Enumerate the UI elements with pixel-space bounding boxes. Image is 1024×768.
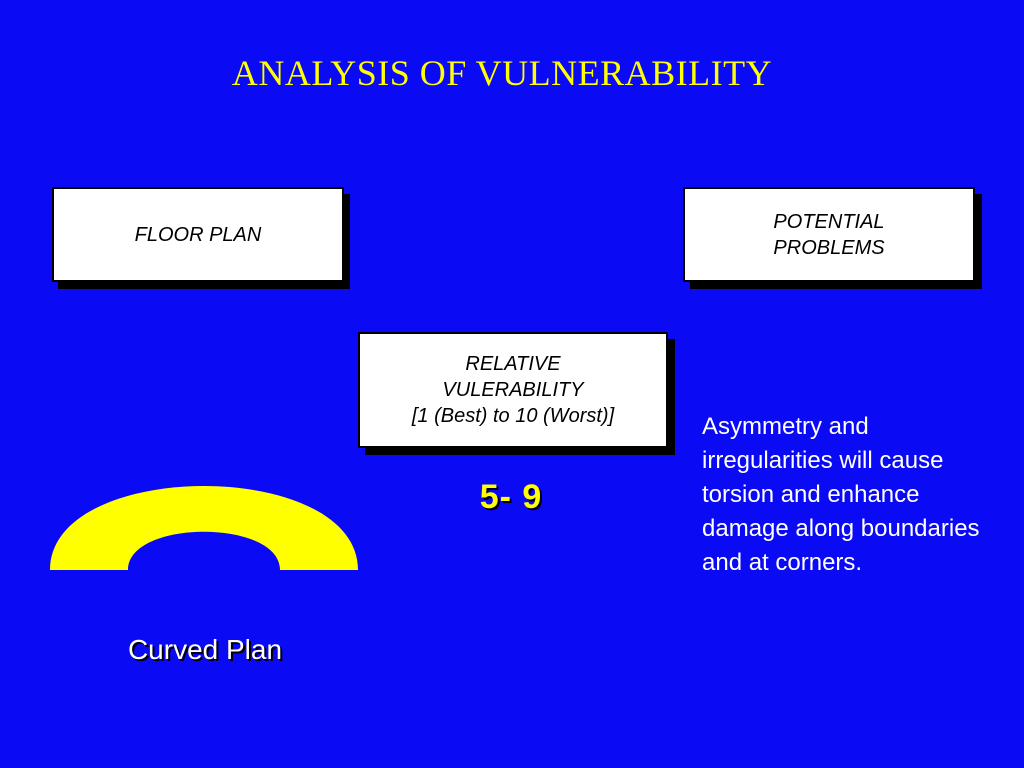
slide-title: ANALYSIS OF VULNERABILITY — [231, 53, 773, 93]
floor-plan-label: FLOOR PLAN — [134, 223, 262, 246]
relative-vulnerability-scale: [1 (Best) to 10 (Worst)] — [411, 405, 615, 427]
potential-problems-line-2: PROBLEMS — [773, 236, 885, 259]
potential-problems-line-1: POTENTIAL — [773, 210, 885, 233]
curved-plan-arch-icon — [50, 484, 362, 574]
problem-description: Asymmetry and irregularities will cause torsion and enhance damage along boundaries and at corners. — [702, 413, 980, 576]
relative-vulnerability-line-1: RELATIVE — [465, 353, 561, 375]
relative-vulnerability-line-2: VULERABILITY — [442, 379, 584, 401]
curved-plan-label: Curved Plan — [127, 634, 283, 665]
vulnerability-score: 5- 9 — [479, 478, 543, 516]
